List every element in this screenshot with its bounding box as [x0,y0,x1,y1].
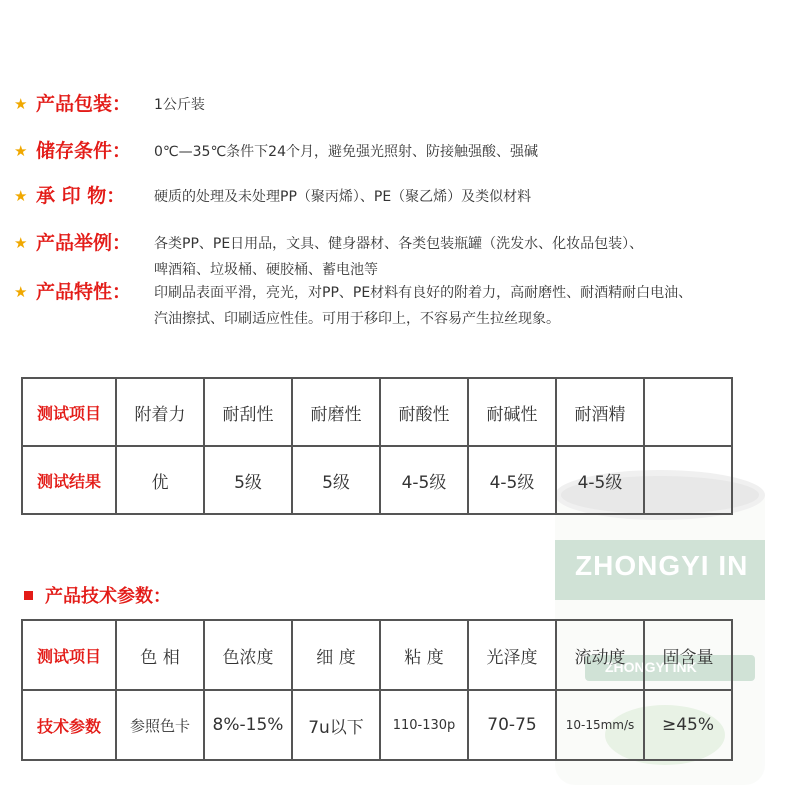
star-icon: ★ [14,234,28,252]
table-cell: 耐磨性 [292,378,380,446]
table-cell: 色 相 [116,620,204,690]
table-cell: 5级 [204,446,292,514]
table-cell: 测试项目 [22,620,116,690]
tech-params-table [21,619,733,761]
spec-substrate [14,184,531,210]
can-brand-small-text: ZHONGYI INK [605,659,697,675]
spec-value: 各类PP、PE日用品，文具、健身器材、各类包装瓶罐（洗发水、化妆品包装）、 啤酒箱、垃圾桶、硬胶桶、蓄电池等 [154,236,644,278]
table-cell: 技术参数 [22,690,116,760]
star-icon: ★ [14,142,28,160]
spec-storage [14,139,538,165]
table-cell: 7u以下 [292,690,380,760]
table-cell: 色浓度 [204,620,292,690]
table-cell: 4-5级 [468,446,556,514]
table-cell: 耐刮性 [204,378,292,446]
square-bullet-icon [24,591,33,600]
table-cell [644,446,732,514]
spec-value: 0℃—35℃条件下24个月，避免强光照射、防接触强酸、强碱 [154,144,538,160]
table-cell: 5级 [292,446,380,514]
star-icon: ★ [14,95,28,113]
table-cell: 附着力 [116,378,204,446]
spec-value: 1公斤装 [154,97,205,113]
test-results-table [21,377,733,515]
table-cell: 流动度 [556,620,644,690]
table-cell: 光泽度 [468,620,556,690]
spec-label: 产品包装： [36,93,132,115]
table-cell: 细 度 [292,620,380,690]
table-cell: ≥45% [644,690,732,760]
spec-label: 储存条件： [36,140,132,162]
spec-label: 承 印 物： [36,185,126,207]
table-cell: 耐碱性 [468,378,556,446]
spec-label: 产品特性： [36,281,132,303]
table-header-row [22,620,732,690]
section-title: 产品技术参数： [24,582,171,608]
table-cell: 耐酒精 [556,378,644,446]
star-icon: ★ [14,283,28,301]
spec-examples [14,231,643,283]
table-cell: 固含量 [644,620,732,690]
table-cell: 70-75 [468,690,556,760]
spec-value: 硬质的处理及未处理PP（聚丙烯）、PE（聚乙烯）及类似材料 [154,189,532,205]
spec-packaging [14,92,205,118]
table-cell: 4-5级 [556,446,644,514]
table-cell: 4-5级 [380,446,468,514]
table-cell: 测试结果 [22,446,116,514]
can-brand-text: ZHONGYI IN [575,550,749,581]
table-cell: 8%-15% [204,690,292,760]
table-header-row [22,378,732,446]
table-cell: 10-15mm/s [556,690,644,760]
spec-label: 产品举例： [36,232,132,254]
spec-features [14,280,692,332]
table-cell: 110-130p [380,690,468,760]
table-cell: 耐酸性 [380,378,468,446]
spec-value: 印刷品表面平滑，亮光，对PP、PE材料有良好的附着力，高耐磨性、耐酒精耐白电油、 汽油擦拭、印刷适应性佳。可用于移印上，不容易产生拉丝现象。 [154,285,693,327]
star-icon: ★ [14,187,28,205]
table-row [22,690,732,760]
table-cell [644,378,732,446]
table-row [22,446,732,514]
table-cell: 优 [116,446,204,514]
table-cell: 参照色卡 [116,690,204,760]
table-cell: 测试项目 [22,378,116,446]
table-cell: 粘 度 [380,620,468,690]
